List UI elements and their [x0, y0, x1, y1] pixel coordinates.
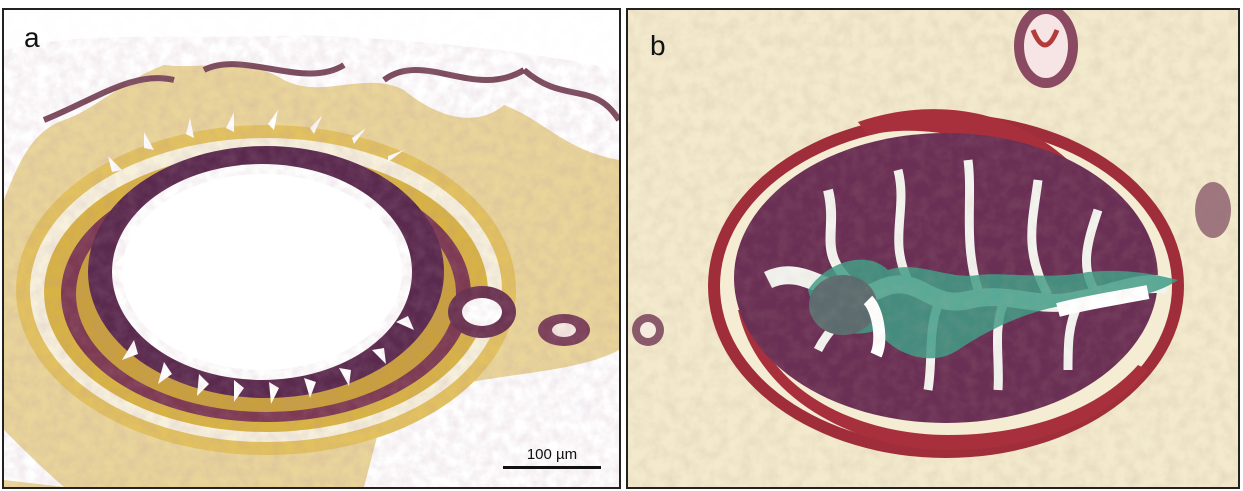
histology-image-b — [628, 10, 1238, 487]
scale-bar-label: 100 µm — [526, 446, 578, 463]
micrograph-panel-a — [2, 8, 621, 489]
panel-label-b: b — [650, 30, 666, 61]
scale-bar-line — [503, 466, 601, 469]
scale-bar — [503, 446, 601, 469]
micrograph-panel-b — [626, 8, 1240, 489]
histology-image-a — [4, 10, 619, 487]
panel-label-a: a — [24, 22, 40, 53]
